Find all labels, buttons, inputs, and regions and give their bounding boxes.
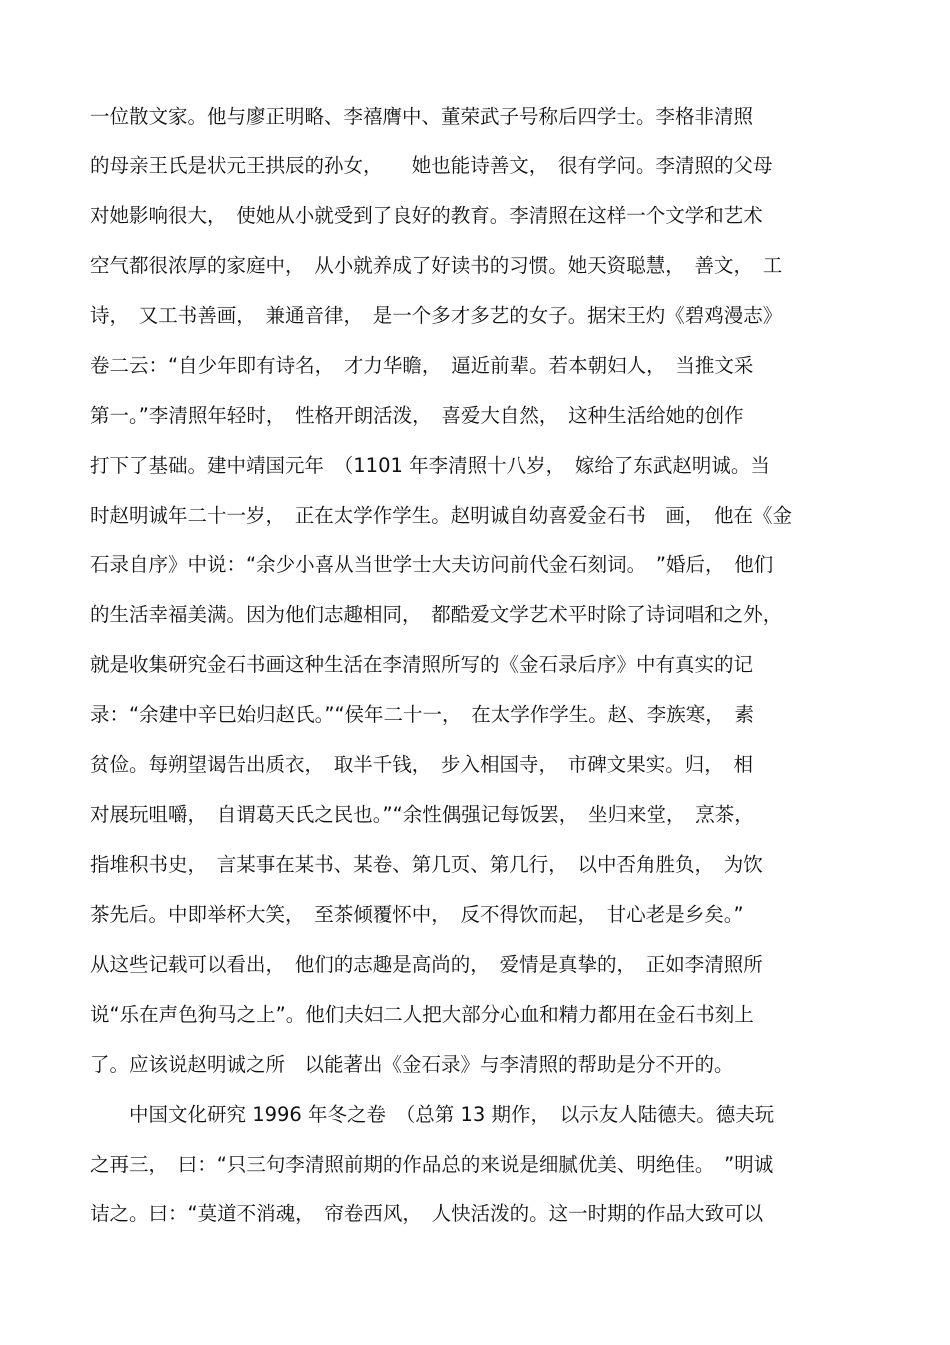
text-line: 茶先后。中即举杯大笑， 至茶倾覆怀中， 反不得饮而起， 甘心老是乡矣。” xyxy=(90,903,744,926)
text-line: 的生活幸福美满。因为他们志趣相同， 都酷爱文学艺术平时除了诗词唱和之外， xyxy=(90,603,783,626)
text-line: 诗， 又工书善画， 兼通音律， 是一个多才多艺的女子。据宋王灼《碧鸡漫志》 xyxy=(90,304,783,327)
text-line: 贫俭。每朔望谒告出质衣， 取半千钱， 步入相国寺， 市碑文果实。归， 相 xyxy=(90,753,754,776)
text-line: 对她影响很大， 使她从小就受到了良好的教育。李清照在这样一个文学和艺术 xyxy=(90,204,763,227)
text-line: 的母亲王氏是状元王拱辰的孙女， 她也能诗善文， 很有学问。李清照的父母 xyxy=(90,154,773,177)
text-line: 空气都很浓厚的家庭中， 从小就养成了好读书的习惯。她天资聪慧， 善文， 工 xyxy=(90,254,783,277)
text-line: 录：“余建中辛巳始归赵氏。”“侯年二十一， 在太学作学生。赵、李族寒， 素 xyxy=(90,703,755,726)
text-line: 从这些记载可以看出， 他们的志趣是高尚的， 爱情是真挚的， 正如李清照所 xyxy=(90,953,763,976)
text-line: 指堆积书史， 言某事在某书、某卷、第几页、第几行， 以中否角胜负， 为饮 xyxy=(90,853,763,876)
text-line: 第一。”李清照年轻时， 性格开朗活泼， 喜爱大自然， 这种生活给她的创作 xyxy=(90,404,744,427)
text-line: 了。应该说赵明诚之所 以能著出《金石录》与李清照的帮助是分不开的。 xyxy=(90,1053,734,1076)
text-line: 对展玩咀嚼， 自谓葛天氏之民也。”“余性偶强记每饭罢， 坐归来堂， 烹茶， xyxy=(90,803,754,826)
text-line: 卷二云：“自少年即有诗名， 才力华瞻， 逼近前辈。若本朝妇人， 当推文采 xyxy=(90,354,754,377)
text-line: 石录自序》中说：“余少小喜从当世学士大夫访问前代金石刻词。 ”婚后， 他们 xyxy=(90,553,774,576)
text-line: 就是收集研究金石书画这种生活在李清照所写的《金石录后序》中有真实的记 xyxy=(90,653,754,676)
text-line: 诘之。曰：“莫道不消魂， 帘卷西风， 人快活泼的。这一时期的作品大致可以 xyxy=(90,1202,764,1225)
text-line: 时赵明诚年二十一岁， 正在太学作学生。赵明诚自幼喜爱金石书 画， 他在《金 xyxy=(90,504,793,527)
text-line: 之再三， 曰：“只三句李清照前期的作品总的来说是细腻优美、明绝佳。 ”明诚 xyxy=(90,1153,774,1176)
text-line: 一位散文家。他与廖正明略、李禧膺中、董荣武子号称后四学士。李格非清照 xyxy=(90,105,754,128)
text-line: 说“乐在声色狗马之上”。他们夫妇二人把大部分心血和精力都用在金石书刻上 xyxy=(90,1003,754,1026)
text-line: 中国文化研究 1996 年冬之卷 （总第 13 期作， 以示友人陆德夫。德夫玩 xyxy=(90,1103,775,1126)
text-line: 打下了基础。建中靖国元年 （1101 年李清照十八岁， 嫁给了东武赵明诚。当 xyxy=(90,454,770,477)
